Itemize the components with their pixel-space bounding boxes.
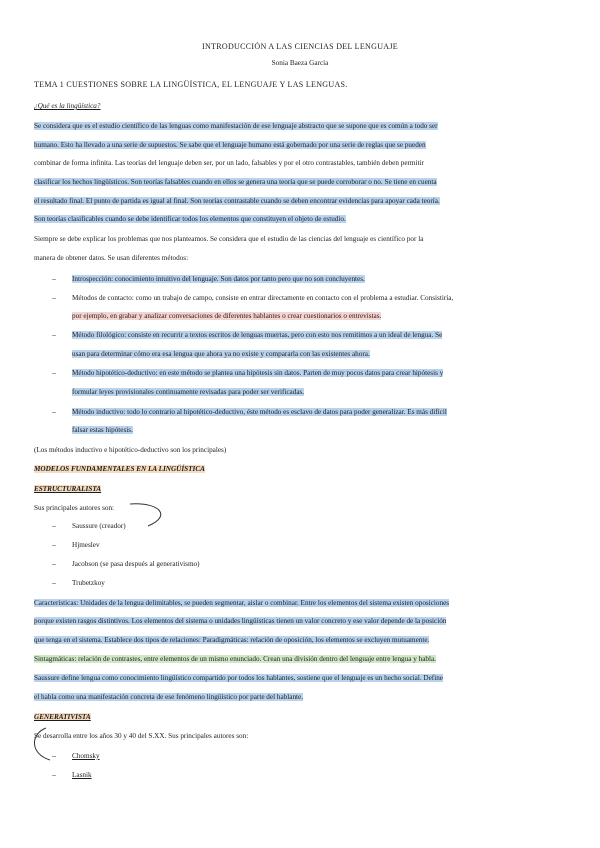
characteristics-line-4: Sintagmáticas: relación de contrastes, entre elementos de un mismo enunciado. Crean una división dentro del lenguaje entre lengua y habla. (34, 655, 436, 663)
author-saussure: Saussure (creador) (72, 522, 126, 530)
bullet-dash: – (52, 293, 56, 302)
method-contacto-line-1: Métodos de contacto: como un trabajo de campo, consiste en entrar directamente en contacto con el problema a estudiar. Consistiría, (72, 294, 454, 302)
characteristics-line-6: el habla como una manifestación concreta de ese fenómeno lingüístico por parte del hablante. (34, 693, 304, 701)
method-hipotetico-line-2: formular leyes provisionales continuamente revisadas para poder ser verificadas. (72, 388, 305, 396)
characteristics-line-5: Saussure define lengua como conocimiento lingüístico compartido por todos los hablantes, sostiene que el lenguaje es un hecho social. Define (34, 674, 443, 682)
p2-line-2: manera de obtener datos. Se usan diferentes métodos: (34, 254, 189, 262)
bullet-dash: – (52, 274, 56, 283)
estructuralista-heading: ESTRUCTURALISTA (34, 485, 102, 493)
bullet-dash: – (52, 540, 56, 549)
p1-line-3: combinar de forma infinita. Las teorías del lenguaje deben ser, por un lado, falsables y por el otro contrastables, también deben permitir (34, 159, 424, 167)
method-hipotetico-line-1: Método hipotético-deductivo: en este método se plantea una hipótesis sin datos. Parten de muy pocos datos para crear hipótesis y (72, 369, 444, 377)
generativista-heading: GENERATIVISTA (34, 713, 91, 721)
p1-line-4: clasificar los hechos lingüísticos. Son teorías falsables cuando en ellos se genera una teoría que se puede corroborar o no. Se tiene en cuenta (34, 178, 437, 186)
p1-line-6: Son teorías clasificables cuando se debe identificar todos los elementos que constituyen el objeto de estudio. (34, 215, 346, 223)
method-contacto-line-2: por ejemplo, en grabar y analizar conversaciones de diferentes hablantes o crear cuestionarios o entrevistas. (72, 312, 382, 320)
question-heading: ¿Qué es la lingüística? (34, 102, 101, 110)
author-hjmeslev: Hjmeslev (72, 541, 100, 549)
p1-line-5: el resultado final. El punto de partida es igual al final. Son teorías contrastable cuando se deben encontrar evidencias para apoyar cada teoría. (34, 197, 440, 205)
bullet-dash: – (52, 559, 56, 568)
author-lasnik: Lasnik (72, 771, 92, 779)
author-trubetzkoy: Trubetzkoy (72, 579, 105, 587)
bullet-dash: – (52, 751, 56, 760)
author-jacobson: Jacobson (se pasa después al generativismo) (72, 560, 200, 568)
estructuralista-intro: Sus principales autores son: (34, 504, 115, 512)
p1-line-1: Se considera que es el estudio científico de las lenguas como manifestación de ese lenguaje abstracto que se supone que es común a todo ser (34, 122, 438, 130)
bullet-dash: – (52, 368, 56, 377)
bullet-dash: – (52, 521, 56, 530)
bullet-dash: – (52, 407, 56, 416)
methods-note: (Los métodos inductivo e hipotético-deductivo son los principales) (34, 446, 227, 454)
bullet-dash: – (52, 578, 56, 587)
method-introspeccion: Introspección: conocimiento intuitivo del lenguaje. Son datos por tanto pero que no son concluyentes. (72, 275, 365, 283)
p2-line-1: Siempre se debe explicar los problemas que nos planteamos. Se considera que el estudio de las ciencias del lenguaje es científico por la (34, 235, 424, 243)
author: Sonia Baeza García (271, 59, 329, 67)
p1-line-2: humano. Esto ha llevado a una serie de supuestos. Se sabe que el lenguaje humano está gobernado por una serie de reglas que se pueden (34, 141, 426, 149)
method-inductivo-line-2: falsar estas hipótesis. (72, 426, 133, 434)
method-filologico-line-1: Método filológico: consiste en recurrir a textos escritos de lenguas muertas, pero con esto nos remitimos a un ideal de lengua. Se (72, 331, 443, 339)
doc-title: INTRODUCCIÓN A LAS CIENCIAS DEL LENGUAJE (202, 42, 398, 51)
bullet-dash: – (52, 330, 56, 339)
characteristics-line-3: que tenga en el sistema. Establece dos tipos de relaciones: Paradigmáticas: relación de oposición, los elementos se excluyen mutuamente. (34, 636, 430, 644)
characteristics-line-1: Características: Unidades de la lengua delimitables, se pueden segmentar, aislar o combinar. Entre los elementos del sistema existen oposiciones (34, 599, 450, 607)
characteristics-line-2: porque existen rasgos distintivos. Los elementos del sistema o unidades lingüísticas tienen un valor concreto y ese valor depende de la posición (34, 617, 447, 625)
bullet-dash: – (52, 770, 56, 779)
models-heading: MODELOS FUNDAMENTALES EN LA LINGÜÍSTICA (34, 465, 205, 473)
method-filologico-line-2: usan para determinar cómo era esa lengua que ahora ya no existe y compararla con las existentes ahora. (72, 350, 370, 358)
author-chomsky: Chomsky (72, 752, 100, 760)
tema-heading: TEMA 1 CUESTIONES SOBRE LA LINGÜÍSTICA, EL LENGUAJE Y LAS LENGUAS. (34, 80, 348, 89)
generativista-intro: Se desarrolla entre los años 30 y 40 del S.XX. Sus principales autores son: (34, 732, 249, 740)
method-inductivo-line-1: Método inductivo: todo lo contrario al hipotético-deductivo, éste método es esclavo de datos para poder generalizar. Es más difícil (72, 408, 447, 416)
